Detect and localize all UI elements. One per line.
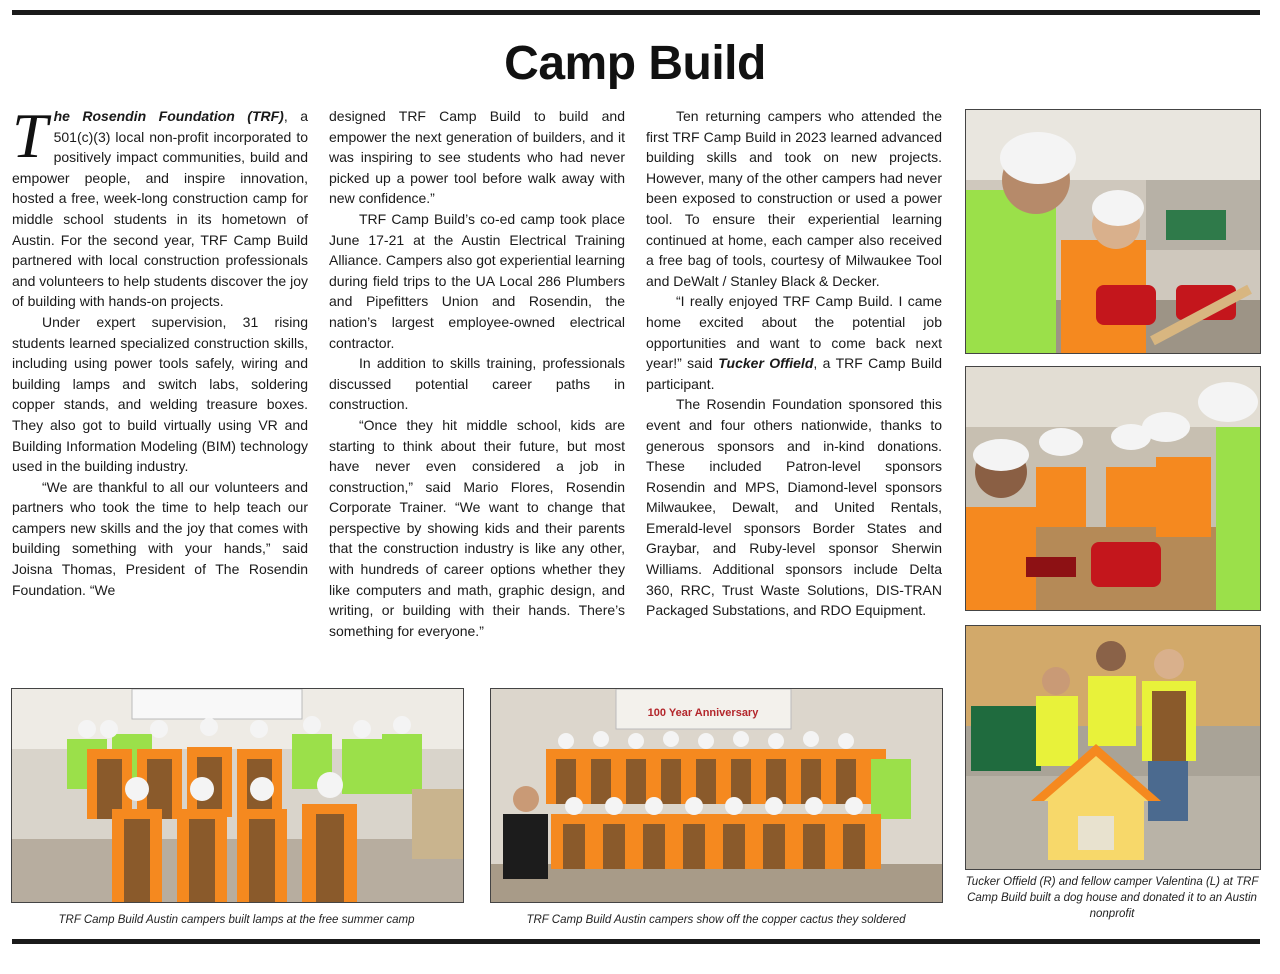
quote-attribution: , a TRF Camp Build participant. bbox=[646, 355, 943, 392]
anniversary-banner-text: 100 Year Anniversary bbox=[647, 707, 759, 719]
article-column-2 bbox=[329, 106, 625, 641]
page-title: Camp Build bbox=[504, 37, 766, 90]
paragraph: Under expert supervision, 31 rising students learned specialized construction skills, including using power tools safely, wiring and building lamps and switch labs, soldering copper stands, and welding treasure boxes. They also got to build virtually using VR and Building Information Modeling (BIM) technology used in the building industry. bbox=[12, 313, 308, 475]
top-rule bbox=[12, 10, 1260, 15]
lead-bold-text: he Rosendin Foundation (TRF) bbox=[53, 108, 284, 124]
paragraph: In addition to skills training, professionals discussed potential career paths in construction. bbox=[329, 355, 625, 413]
photo-power-tool-cutting bbox=[965, 109, 1261, 354]
paragraph: TRF Camp Build’s co-ed camp took place June 17-21 at the Austin Electrical Training Alliance. Campers also got experiential learning during field trips to the UA Local 286 Plumbers and Pipefitters Union and Rosendin, the nation’s largest employee-owned electrical contractor. bbox=[329, 210, 625, 351]
lead-paragraph bbox=[12, 100, 308, 312]
bottom-rule bbox=[12, 939, 1260, 944]
lead-paragraph-text: , a 501(c)(3) local non-profit incorporated to positively impact communities, build and empower people, and inspire innovation, hosted a free, week-long construction camp for middle school students in its hometown of Austin. For the second year, TRF Camp Build partnered with local construction professionals and volunteers to help students discover the joy of building with hands-on projects. bbox=[12, 108, 308, 310]
article-column-1 bbox=[12, 100, 308, 600]
drop-cap: T bbox=[12, 100, 48, 171]
photo-caption-copper-cactus: TRF Camp Build Austin campers show off the copper cactus they soldered bbox=[526, 914, 906, 926]
photo-caption-dog-house: Tucker Offield (R) and fellow camper Valentina (L) at TRF Camp Build built a dog house and donated it to an Austin nonprofit bbox=[965, 876, 1259, 920]
photo-campers-lamps bbox=[11, 688, 464, 903]
paragraph: “We are thankful to all our volunteers and partners who took the time to help teach our campers new skills and the joy that comes with building something with your hands,” said Joisna Thomas, President of The Rosendin Foundation. “We bbox=[12, 478, 308, 598]
article-column-3 bbox=[646, 106, 942, 621]
paragraph: “Once they hit middle school, kids are starting to think about their future, but most have never even considered a job in construction,” said Mario Flores, Rosendin Corporate Trainer. “We want to change that perspective by showing kids and their parents that the construction industry is like any other, with hundreds of career options whether they like computers and math, graphic design, and writing, or building with their hands. There’s something for everyone.” bbox=[329, 416, 625, 639]
quote-text: “I really enjoyed TRF Camp Build. I came home excited about the potential job opportunities and want to come back next year!” said bbox=[646, 293, 942, 372]
participant-name: Tucker Offield bbox=[718, 355, 814, 372]
photo-caption-lamps: TRF Camp Build Austin campers built lamps at the free summer camp bbox=[58, 914, 415, 926]
paragraph: The Rosendin Foundation sponsored this event and four others nationwide, thanks to generous sponsors and in-kind donations. These included Patron-level sponsors Rosendin and MPS, Diamond-level sponsors Milwaukee, Dewalt, and United Rentals, Emerald-level sponsors Border States and Graybar, and Ruby-level sponsor Sherwin Williams. Additional sponsors include Delta 360, RRC, Trust Waste Solutions, DIS-TRAN Packaged Substations, and RDO Equipment. bbox=[646, 396, 942, 619]
photo-soldering-table bbox=[965, 366, 1261, 611]
photo-campers-copper-cactus bbox=[490, 688, 943, 903]
paragraph: Ten returning campers who attended the first TRF Camp Build in 2023 learned advanced building skills and took on new projects. However, many of the other campers had never been exposed to construction or used a power tool. To ensure their experiential learning continued at home, each camper also received a free bag of tools, courtesy of Milwaukee Tool and DeWalt / Stanley Black & Decker. bbox=[646, 108, 942, 289]
photo-dog-house bbox=[965, 625, 1261, 870]
paragraph: designed TRF Camp Build to build and empower the next generation of builders, and it was inspiring to see students who had never picked up a power tool before walk away with new confidence.” bbox=[329, 108, 625, 207]
quote-paragraph bbox=[646, 291, 942, 394]
